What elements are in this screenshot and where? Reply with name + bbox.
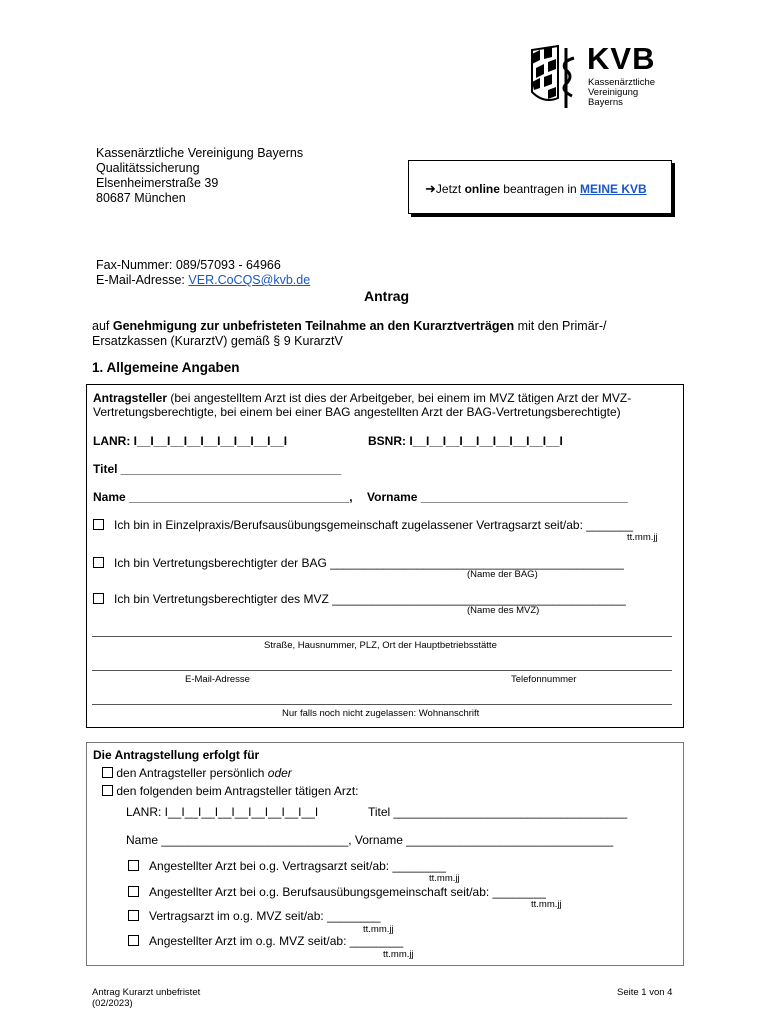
sub-option-mvz-vertragsarzt [128,909,380,923]
bavarian-shield-icon [530,44,582,110]
checkbox-sub-mvz-vertragsarzt[interactable] [128,910,139,921]
checkbox-einzelpraxis[interactable] [93,519,104,530]
doctor-name-field[interactable]: Name ____________________________, Vorname _______________________________ [126,833,614,847]
meine-kvb-link[interactable]: MEINE KVB [580,182,647,196]
email-contact [96,273,310,288]
option-mvz-hint: (Name des MVZ) [467,605,540,616]
email-link[interactable]: VER.CoCQS@kvb.de [188,273,311,287]
address-label: Straße, Hausnummer, PLZ, Ort der Hauptbetriebsstätte [264,640,497,651]
sub-option-bag [128,885,546,899]
option-bag [93,556,624,570]
online-pre: Jetzt [435,182,465,196]
subtitle-pre: auf [92,319,113,333]
sub-option-vertragsarzt-hint: tt.mm.jj [429,873,460,884]
checkbox-mvz[interactable] [93,593,104,604]
section-2-heading: Die Antragstellung erfolgt für [93,748,260,762]
lanr-field[interactable]: LANR: I__I__I__I__I__I__I__I__I__I [93,434,288,448]
recipient-address [96,146,303,206]
doctor-lanr-field[interactable]: LANR: I__I__I__I__I__I__I__I__I__I [126,805,319,819]
sub-option-mvz-angestellt-hint: tt.mm.jj [383,949,414,960]
subtitle-bold: Genehmigung zur unbefristeten Teilnahme an den Kurarztverträgen [112,319,515,333]
logo-line-2: Vereinigung [588,87,639,98]
email-label-hint: E-Mail-Adresse [185,674,250,685]
logo-brand: KVB [587,41,656,76]
applicant-rest: (bei angestelltem Arzt ist dies der Arbeitgeber, bei einem im MVZ tätigen Arzt der MVZ- [167,391,632,405]
sub-option-vertragsarzt-label: Angestellter Arzt bei o.g. Vertragsarzt seit/ab: ________ [149,859,446,873]
checkbox-sub-vertragsarzt[interactable] [128,860,139,871]
online-bold: online [464,182,500,196]
online-apply-box [408,160,672,214]
address-line-2: Qualitätssicherung [96,161,200,175]
option-personal [102,766,292,780]
option-einzelpraxis [93,518,633,532]
fax-number: Fax-Nummer: 089/57093 - 64966 [96,258,281,272]
bsnr-field[interactable]: BSNR: I__I__I__I__I__I__I__I__I__I [368,434,563,448]
subtitle-line-2: Ersatzkassen (KurarztV) gemäß § 9 KurarztV [92,334,343,348]
option-other-doctor-label: den folgenden beim Antragsteller tätigen Arzt: [116,784,359,798]
phone-label-hint: Telefonnummer [511,674,577,685]
footer-page-number: Seite 1 von 4 [617,987,673,998]
checkbox-bag[interactable] [93,557,104,568]
option-mvz-label: Ich bin Vertretungsberechtigter des MVZ ____________________________________________ [114,592,626,606]
address-line-1: Kassenärztliche Vereinigung Bayerns [96,146,304,160]
checkbox-other-doctor[interactable] [102,785,113,796]
home-address-label: Nur falls noch nicht zugelassen: Wohnanschrift [282,708,480,719]
footer-doc-name: Antrag Kurarzt unbefristet [92,987,201,998]
option-einzelpraxis-hint: tt.mm.jj [627,532,658,543]
page-title: Antrag [364,288,410,304]
address-line-3: Elsenheimerstraße 39 [96,176,219,190]
arrow-right-icon: ➜ [425,181,436,196]
footer-version: (02/2023) [92,998,133,1009]
option-other-doctor [102,784,359,798]
sub-option-mvz-vertragsarzt-hint: tt.mm.jj [363,924,394,935]
checkbox-sub-bag[interactable] [128,886,139,897]
option-personal-or: oder [267,766,292,780]
logo-line-3: Bayerns [588,97,623,108]
sub-option-bag-hint: tt.mm.jj [531,899,562,910]
home-address-line[interactable] [92,704,672,705]
online-mid: beantragen in [499,182,580,196]
email-label: E-Mail-Adresse: [96,273,189,287]
option-mvz [93,592,626,606]
address-line-4: 80687 München [96,191,186,205]
doctor-titel-field[interactable]: Titel ___________________________________ [368,805,628,819]
address-line[interactable] [92,636,672,637]
titel-field[interactable]: Titel _________________________________ [93,462,342,476]
option-einzelpraxis-label: Ich bin in Einzelpraxis/Berufsausübungsgemeinschaft zugelassener Vertragsarzt seit/ab: _______ [114,518,633,532]
checkbox-sub-mvz-angestellt[interactable] [128,935,139,946]
applicant-line-2: Vertretungsberechtigte, bei einem bei einer BAG angestellten Arzt der BAG-Vertretungsberechtigte) [93,405,621,419]
subtitle [92,319,672,349]
kvb-logo [530,41,670,110]
option-bag-label: Ich bin Vertretungsberechtigter der BAG ____________________________________________ [114,556,624,570]
applicant-bold: Antragsteller [93,391,168,405]
option-personal-label: den Antragsteller persönlich [116,766,268,780]
subtitle-post: mit den Primär-/ [514,319,607,333]
sub-option-vertragsarzt [128,859,446,873]
checkbox-personal[interactable] [102,767,113,778]
name-field[interactable]: Name _________________________________, [93,490,353,504]
email-phone-line[interactable] [92,670,672,671]
sub-option-mvz-angestellt-label: Angestellter Arzt im o.g. MVZ seit/ab: ________ [149,934,404,948]
sub-option-mvz-vertragsarzt-label: Vertragsarzt im o.g. MVZ seit/ab: ________ [149,909,381,923]
applicant-description [93,391,678,419]
option-bag-hint: (Name der BAG) [467,569,538,580]
logo-line-1: Kassenärztliche [588,77,656,88]
sub-option-mvz-angestellt [128,934,403,948]
sub-option-bag-label: Angestellter Arzt bei o.g. Berufsausübungsgemeinschaft seit/ab: ________ [149,885,546,899]
vorname-field[interactable]: Vorname _______________________________ [367,490,628,504]
section-1-heading: 1. Allgemeine Angaben [92,360,240,375]
